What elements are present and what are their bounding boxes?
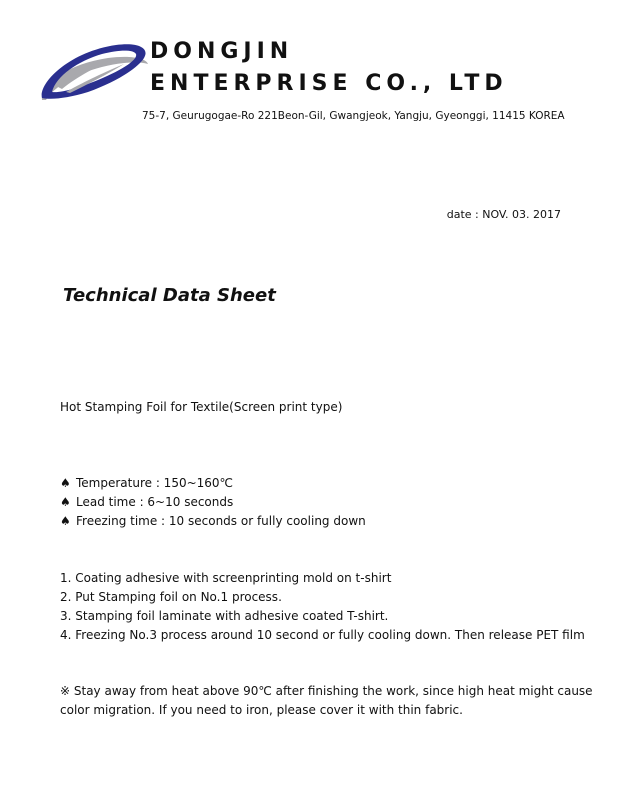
spec-text: Lead time : 6~10 seconds: [76, 495, 234, 509]
document-date: date : NOV. 03. 2017: [446, 208, 561, 221]
spec-text: Freezing time : 10 seconds or fully cooling down: [76, 514, 366, 528]
company-name-line2: ENTERPRISE CO., LTD: [150, 71, 508, 96]
caution-note: [60, 682, 593, 720]
spade-icon: ♠: [60, 476, 71, 490]
note-line: ※ Stay away from heat above 90℃ after finishing the work, since high heat might cause: [60, 684, 593, 698]
company-logo: [38, 40, 150, 102]
spec-list: [60, 474, 366, 531]
spade-icon: ♠: [60, 495, 71, 509]
note-line: color migration. If you need to iron, please cover it with thin fabric.: [60, 703, 463, 717]
spec-item-lead-time: [60, 493, 366, 512]
step-item: 1. Coating adhesive with screenprinting mold on t-shirt: [60, 571, 392, 585]
spec-item-temperature: [60, 474, 366, 493]
step-item: 2. Put Stamping foil on No.1 process.: [60, 590, 282, 604]
process-steps: [60, 569, 585, 645]
spec-text: Temperature : 150~160℃: [76, 476, 234, 490]
company-address: 75-7, Geurugogae-Ro 221Beon-Gil, Gwangjeok, Yangju, Gyeonggi, 11415 KOREA: [142, 110, 565, 122]
step-item: 4. Freezing No.3 process around 10 second or fully cooling down. Then release PET film: [60, 628, 585, 642]
document-title: Technical Data Sheet: [63, 285, 276, 306]
product-name: Hot Stamping Foil for Textile(Screen print type): [60, 400, 343, 414]
spade-icon: ♠: [60, 514, 71, 528]
spec-item-freezing-time: [60, 512, 366, 531]
company-name-line1: DONGJIN: [150, 39, 294, 64]
step-item: 3. Stamping foil laminate with adhesive coated T-shirt.: [60, 609, 389, 623]
